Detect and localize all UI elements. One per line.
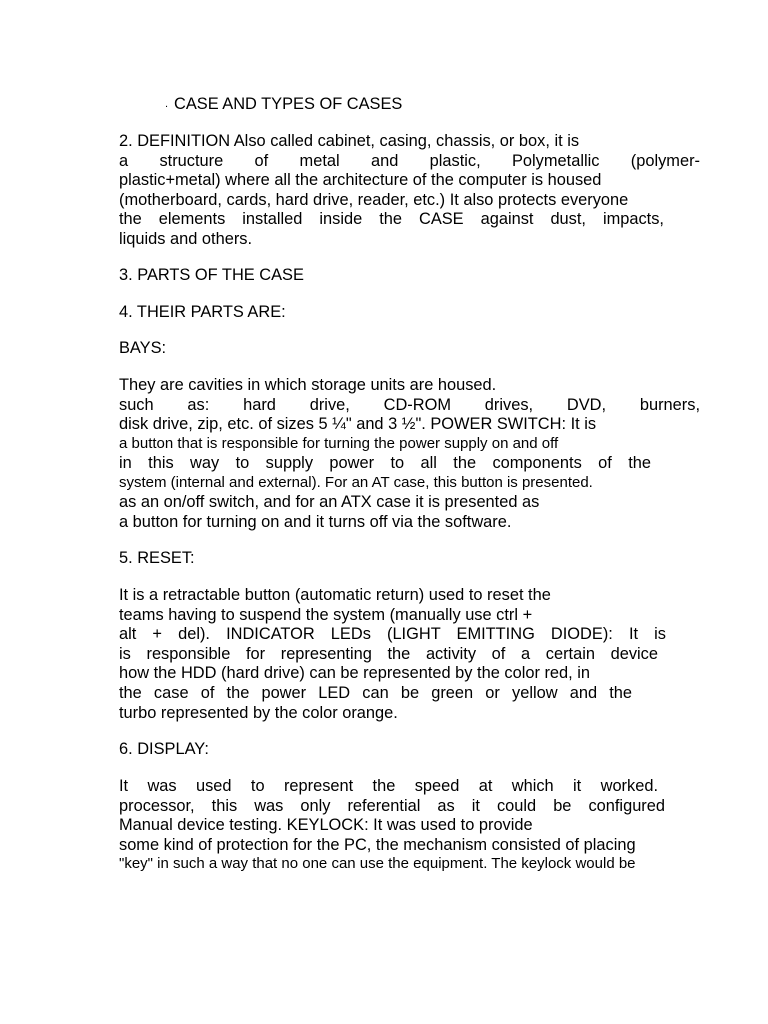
definition-line: the elements installed inside the CASE against dust, impacts, bbox=[119, 210, 664, 228]
reset-line: how the HDD (hard drive) can be represented by the color red, in bbox=[119, 664, 591, 682]
section-heading-display: 6. DISPLAY: bbox=[119, 740, 209, 758]
bays-line: a button for turning on and it turns off via the software. bbox=[119, 513, 512, 531]
reset-line: teams having to suspend the system (manually use ctrl + bbox=[119, 606, 533, 624]
title-marker: . bbox=[165, 98, 169, 110]
reset-line: the case of the power LED can be green or yellow and the bbox=[119, 684, 632, 702]
definition-line: a structure of metal and plastic, Polymetallic (polymer- bbox=[119, 152, 700, 170]
reset-line: is responsible for representing the activity of a certain device bbox=[119, 645, 658, 663]
section-heading-their-parts: 4. THEIR PARTS ARE: bbox=[119, 303, 286, 321]
bays-line: disk drive, zip, etc. of sizes 5 ¼" and 3 ½". POWER SWITCH: It is bbox=[119, 415, 597, 433]
section-heading-reset: 5. RESET: bbox=[119, 549, 195, 567]
reset-line: turbo represented by the color orange. bbox=[119, 704, 398, 722]
reset-line: It is a retractable button (automatic return) used to reset the bbox=[119, 586, 551, 604]
reset-line: alt + del). INDICATOR LEDs (LIGHT EMITTING DIODE): It is bbox=[119, 625, 666, 643]
document-title: CASE AND TYPES OF CASES bbox=[174, 95, 403, 113]
bays-line: system (internal and external). For an AT case, this button is presented. bbox=[119, 474, 593, 491]
section-heading-parts-of-case: 3. PARTS OF THE CASE bbox=[119, 266, 304, 284]
section-heading-bays: BAYS: bbox=[119, 339, 167, 357]
bays-line: as an on/off switch, and for an ATX case it is presented as bbox=[119, 493, 540, 511]
display-line: some kind of protection for the PC, the mechanism consisted of placing bbox=[119, 836, 636, 854]
display-line: Manual device testing. KEYLOCK: It was used to provide bbox=[119, 816, 533, 834]
definition-line: liquids and others. bbox=[119, 230, 253, 248]
display-line: processor, this was only referential as it could be configured bbox=[119, 797, 665, 815]
bays-line: a button that is responsible for turning the power supply on and off bbox=[119, 435, 559, 452]
definition-line: 2. DEFINITION Also called cabinet, casing, chassis, or box, it is bbox=[119, 132, 580, 150]
bays-line: They are cavities in which storage units are housed. bbox=[119, 376, 497, 394]
definition-line: plastic+metal) where all the architecture of the computer is housed bbox=[119, 171, 602, 189]
bays-line: in this way to supply power to all the components of the bbox=[119, 454, 651, 472]
bays-line: such as: hard drive, CD-ROM drives, DVD, burners, bbox=[119, 396, 700, 414]
display-line: "key" in such a way that no one can use the equipment. The keylock would be bbox=[119, 855, 636, 872]
display-line: It was used to represent the speed at which it worked. bbox=[119, 777, 658, 795]
definition-line: (motherboard, cards, hard drive, reader, etc.) It also protects everyone bbox=[119, 191, 629, 209]
